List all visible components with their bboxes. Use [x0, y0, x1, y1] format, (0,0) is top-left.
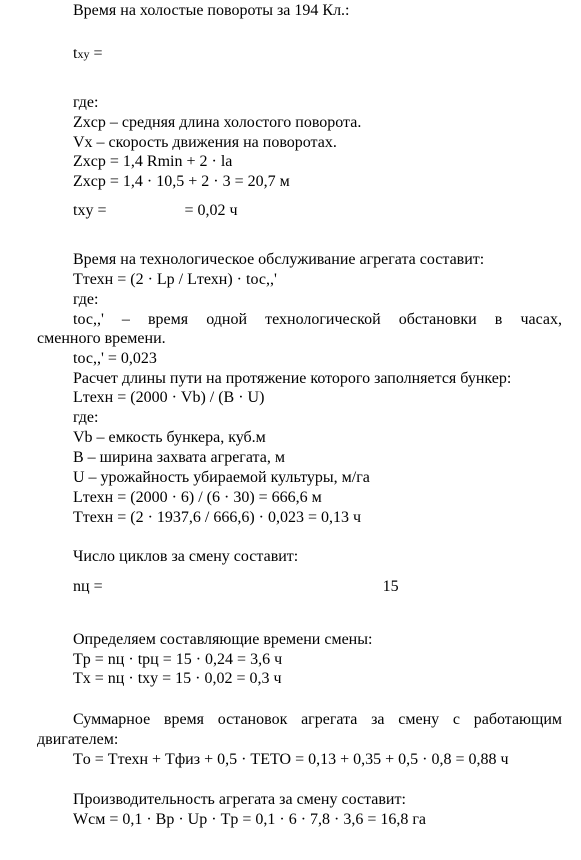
ttech-calculation: Tтехн = (2 · 1937,6 / 666,6) · 0,023 = 0,13 ч: [73, 509, 362, 526]
tech-service-heading: Время на технологическое обслуживание агрегата составит:: [73, 251, 485, 268]
vb-definition: Vb – емкость бункера, куб.м: [73, 429, 266, 446]
zxcp-definition: Zxср – средняя длина холостого поворота.: [73, 114, 362, 131]
shift-components-heading: Определяем составляющие времени смены:: [73, 631, 373, 648]
productivity-heading: Производительность агрегата за смену составит:: [73, 791, 406, 808]
toc-definition-line1: tос,,' – время одной технологической обстановки в часах,: [73, 311, 562, 328]
heading-idle-turns: Время на холостые повороты за 194 Кл.:: [73, 2, 350, 19]
stops-heading-line2: двигателем:: [37, 731, 119, 748]
zxcp-formula: Zxср = 1,4 Rmin + 2 · lа: [73, 153, 233, 170]
txy-result: txy = = 0,02 ч: [73, 202, 238, 219]
to-calculation: Tо = Tтехн + Tфиз + 0,5 · TЕТО = 0,13 + 0,35 + 0,5 · 0,8 = 0,88 ч: [73, 751, 509, 768]
ltech-formula: Lтехн = (2000 · Vb) / (B · U): [73, 389, 265, 406]
vx-definition: Vx – скорость движения на поворотах.: [73, 134, 337, 151]
tp-calculation: Tр = nц · tрц = 15 · 0,24 = 3,6 ч: [73, 651, 283, 668]
b-definition: B – ширина захвата агрегата, м: [73, 449, 285, 466]
zxcp-calculation: Zxср = 1,4 · 10,5 + 2 · 3 = 20,7 м: [73, 173, 290, 190]
toc-definition-line2: сменного времени.: [37, 330, 166, 347]
u-definition: U – урожайность убираемой культуры, м/га: [73, 469, 370, 486]
ltech-calculation: Lтехн = (2000 · 6) / (6 · 30) = 666,6 м: [73, 489, 322, 506]
formula-txy-label: txy =: [73, 45, 103, 62]
cycles-heading: Число циклов за смену составит:: [73, 548, 299, 565]
where-label: где:: [73, 94, 99, 111]
cycles-formula: nц = 15: [73, 578, 399, 595]
ttech-formula: Tтехн = (2 · Lр / Lтехн) · tос,,': [73, 271, 277, 288]
wcm-calculation: Wсм = 0,1 · Bр · Uр · Tр = 0,1 · 6 · 7,8 · 3,6 = 16,8 га: [73, 811, 427, 828]
stops-heading-line1: Суммарное время остановок агрегата за смену с работающим: [73, 711, 562, 728]
where-label-3: где:: [73, 409, 99, 426]
toc-value: tос,,' = 0,023: [73, 350, 157, 367]
bunker-path-heading: Расчет длины пути на протяжение которого заполняется бункер:: [73, 370, 512, 387]
tx-calculation: Tх = nц · txy = 15 · 0,02 = 0,3 ч: [73, 670, 282, 687]
where-label-2: где:: [73, 291, 99, 308]
